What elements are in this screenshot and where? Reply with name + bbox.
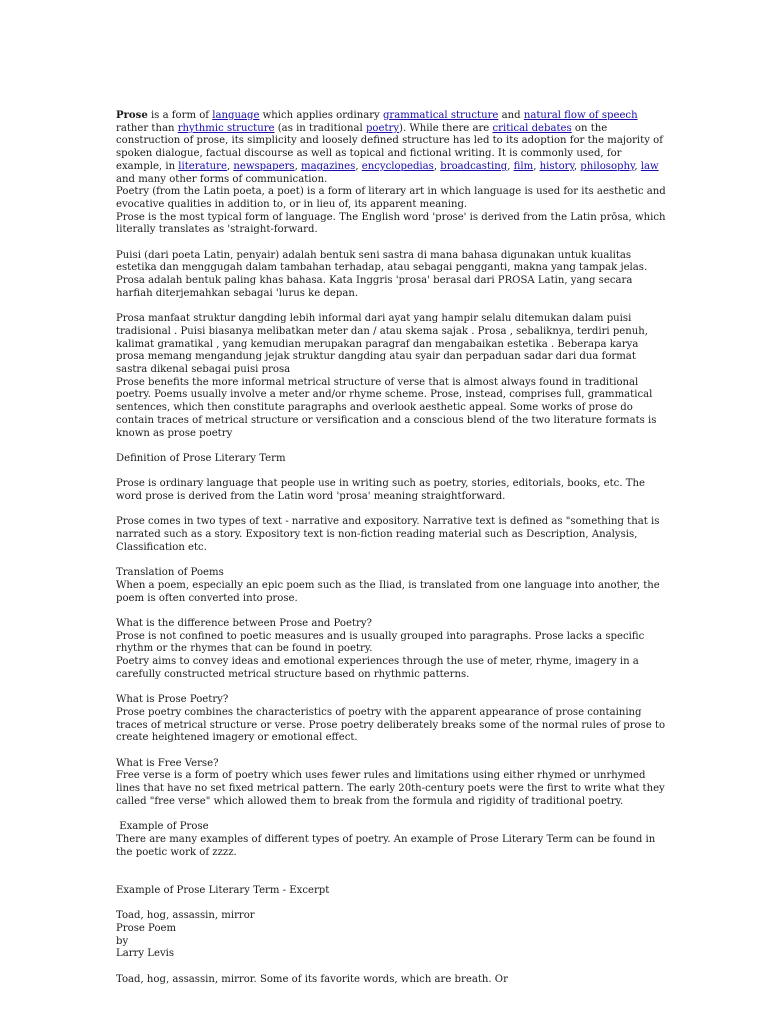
text-run: , bbox=[355, 160, 362, 172]
link-film[interactable]: film bbox=[513, 160, 534, 172]
text-run: (as in traditional bbox=[274, 122, 366, 134]
poem-by: by bbox=[116, 935, 129, 947]
link-newspapers[interactable]: newspapers bbox=[233, 160, 295, 172]
spacer bbox=[116, 504, 668, 517]
poem-first-line: Toad, hog, assassin, mirror. Some of its favorite words, which are breath. Or bbox=[116, 973, 508, 985]
prose-poetry-heading: What is Prose Poetry? bbox=[116, 694, 229, 706]
text-run: , bbox=[634, 160, 641, 172]
link-broadcasting[interactable]: broadcasting bbox=[440, 160, 508, 172]
free-verse-heading: What is Free Verse? bbox=[116, 757, 219, 769]
spacer bbox=[116, 440, 668, 453]
link-philosophy[interactable]: philosophy bbox=[580, 160, 635, 172]
text-run: , bbox=[294, 160, 302, 172]
text-run: , bbox=[533, 160, 540, 172]
definition-heading: Definition of Prose Literary Term bbox=[116, 452, 286, 464]
link-critical-debates[interactable]: critical debates bbox=[492, 122, 572, 134]
free-verse-paragraph: Free verse is a form of poetry which uses fewer rules and limitations using either rhymed or unrhymed lines that have no set fixed metrical pattern. The early 20th-century poets were the first to write what they called "free verse" which allowed them to break from the formula and rigidity of traditional poetry. bbox=[116, 770, 665, 807]
definition-paragraph: Prose is ordinary language that people use in writing such as poetry, stories, editorials, books, etc. The word prose is derived from the Latin word 'prosa' meaning straightforward. bbox=[116, 478, 645, 503]
prosa-definition: Prosa adalah bentuk paling khas bahasa. Kata Inggris 'prosa' berasal dari PROSA Latin, yang secara harfiah diterjemahkan sebagai 'lurus ke depan. bbox=[116, 275, 633, 299]
spacer bbox=[116, 237, 668, 250]
excerpt-heading: Example of Prose Literary Term - Excerpt bbox=[116, 884, 330, 896]
spacer bbox=[116, 555, 668, 568]
poem-title: Toad, hog, assassin, mirror bbox=[116, 910, 255, 922]
puisi-paragraph: Puisi (dari poeta Latin, penyair) adalah bentuk seni sastra di mana bahasa digunakan untuk kualitas estetika dan menggugah dalam tambahan terhadap, atau sebagai pengganti, makna yang tampak jelas. bbox=[116, 249, 648, 274]
text-run: and bbox=[498, 110, 524, 121]
link-law[interactable]: law bbox=[640, 160, 659, 172]
link-literature[interactable]: literature bbox=[178, 160, 227, 172]
poem-author: Larry Levis bbox=[116, 948, 175, 960]
spacer bbox=[116, 301, 668, 314]
spacer bbox=[116, 961, 668, 974]
text-types-paragraph: Prose comes in two types of text - narrative and expository. Narrative text is defined as "something that is narrated such as a story. Expository text is non-fiction reading material such as Description, Analysis, Classification etc. bbox=[116, 516, 660, 553]
prose-description: Prose is not confined to poetic measures and is usually grouped into paragraphs. Prose lacks a specific rhythm or the rhymes that can be found in poetry. bbox=[116, 630, 645, 655]
prose-lead-word: Prose bbox=[116, 110, 148, 121]
link-poetry[interactable]: poetry bbox=[365, 122, 400, 134]
text-run: which applies ordinary bbox=[259, 110, 383, 121]
text-run: , bbox=[507, 160, 514, 172]
spacer bbox=[116, 745, 668, 758]
difference-heading: What is the difference between Prose and Poetry? bbox=[116, 618, 372, 630]
text-run: , bbox=[573, 160, 581, 172]
prosa-struktur-paragraph: Prosa manfaat struktur dangding lebih informal dari ayat yang hampir selalu ditemukan dalam puisi tradisional . Puisi biasanya melibatkan meter dan / atau skema sajak . Prosa , sebaliknya, terdiri penuh, kalimat gramatikal , yang kemudian merupakan paragraf dan mengabaikan estetika . Beberapa karya prosa memang mengandung jejak struktur dangding atau syair dan perpaduan sadar dari dua format sastra dikenal sebagai puisi prosa bbox=[116, 313, 648, 376]
poem-form: Prose Poem bbox=[116, 922, 177, 934]
text-run: ). While there are bbox=[399, 122, 493, 134]
spacer bbox=[116, 605, 668, 618]
prose-benefits-paragraph: Prose benefits the more informal metrical structure of verse that is almost always found in traditional poetry. Poems usually involve a meter and/or rhyme scheme. Prose, instead, comprises full, grammatical sentences, which then constitute paragraphs and overlook aesthetic appeal. Some works of prose do contain traces of metrical structure or versification and a conscious blend of the two literature formats is known as prose poetry bbox=[116, 376, 657, 439]
translation-paragraph: When a poem, especially an epic poem such as the Iliad, is translated from one language into another, the poem is often converted into prose. bbox=[116, 579, 660, 604]
link-grammatical-structure[interactable]: grammatical structure bbox=[382, 110, 499, 121]
poetry-description: Poetry aims to convey ideas and emotional experiences through the use of meter, rhyme, imagery in a carefully constructed metrical structure based on rhythmic patterns. bbox=[116, 656, 639, 680]
typical-form-paragraph: Prose is the most typical form of language. The English word 'prose' is derived from the Latin prōsa, which literally translates as 'straight-forward. bbox=[116, 211, 666, 236]
spacer bbox=[116, 809, 668, 822]
text-run: , bbox=[433, 160, 441, 172]
text-run: rather than bbox=[116, 122, 178, 134]
text-run: on the construction of prose, its simplicity and loosely defined structure has led to its adoption for the majority of spoken dialogue, factual discourse as well as topical and fictional writing. It is commonly used, for example, in bbox=[116, 122, 663, 172]
link-rhythmic-structure[interactable]: rhythmic structure bbox=[177, 122, 275, 134]
example-paragraph: There are many examples of different types of poetry. An example of Prose Literary Term can be found in the poetic work of zzzz. bbox=[116, 833, 656, 858]
translation-heading: Translation of Poems bbox=[116, 567, 224, 579]
spacer bbox=[116, 682, 668, 695]
prose-poetry-paragraph: Prose poetry combines the characteristics of poetry with the apparent appearance of prose containing traces of metrical structure or verse. Prose poetry deliberately breaks some of the normal rules of prose to create heightened imagery or emotional effect. bbox=[116, 706, 666, 744]
link-encyclopedias[interactable]: encyclopedias bbox=[361, 160, 434, 172]
intro-paragraph bbox=[116, 110, 668, 186]
text-run: and many other forms of communication. bbox=[116, 173, 328, 185]
example-heading: Example of Prose bbox=[116, 821, 209, 833]
link-natural-flow-of-speech[interactable]: natural flow of speech bbox=[523, 110, 638, 121]
spacer bbox=[116, 859, 668, 872]
spacer bbox=[116, 897, 668, 910]
text-run: , bbox=[226, 160, 234, 172]
link-magazines[interactable]: magazines bbox=[301, 160, 356, 172]
spacer bbox=[116, 466, 668, 479]
link-history[interactable]: history bbox=[539, 160, 574, 172]
poetry-definition: Poetry (from the Latin poeta, a poet) is a form of literary art in which language is used for its aesthetic and evocative qualities in addition to, or in lieu of, its apparent meaning. bbox=[116, 186, 666, 210]
text-run: is a form of bbox=[147, 110, 213, 121]
link-language[interactable]: language bbox=[212, 110, 260, 121]
spacer bbox=[116, 872, 668, 885]
